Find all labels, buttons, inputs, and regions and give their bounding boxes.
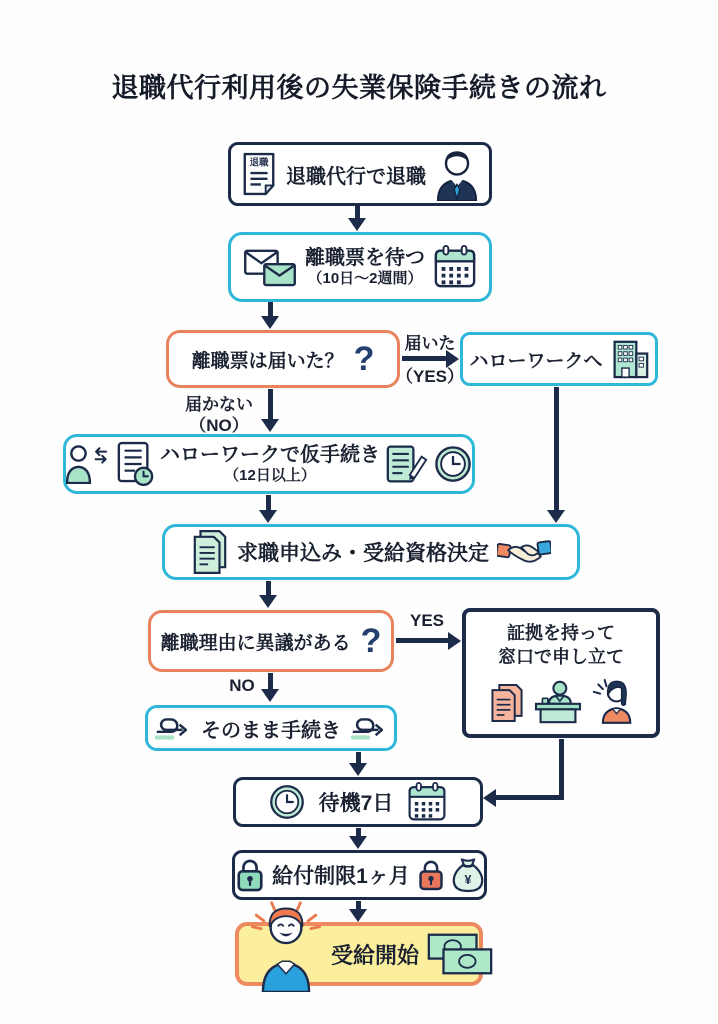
arrowhead-restriction-to-start: [349, 909, 367, 922]
node-wait-slip-sublabel: （10日〜2週間）: [307, 270, 423, 287]
svg-text:¥: ¥: [464, 872, 472, 887]
node-resign-label: 退職代行で退職: [286, 165, 426, 188]
node-temp-proc-sublabel: （12日以上）: [224, 467, 316, 484]
question-mark: ?: [353, 340, 375, 378]
node-wait-slip: [228, 232, 492, 302]
node-start: [235, 922, 483, 986]
clock-icon: [269, 784, 305, 820]
node-temp-proc-label: ハローワークで仮手続き: [160, 444, 380, 466]
arrowhead-resign-to-waitslip: [348, 218, 366, 231]
edge-label-arrived-yes-1: 届いた: [404, 334, 456, 353]
arrowhead-waitslip-to-qarrived: [261, 316, 279, 329]
arrow-qobjection-yes: [396, 638, 448, 643]
node-as-is-label: そのまま手続き: [201, 719, 341, 742]
node-as-is: [145, 705, 397, 751]
arrow-qarrived-yes: [402, 356, 446, 361]
clock-icon: [434, 445, 472, 483]
speaking-woman-icon: [591, 676, 633, 724]
edge-label-arrived-yes-2: （YES）: [395, 367, 465, 386]
edge-label-objection-no: NO: [229, 676, 255, 695]
documents-icon: [191, 529, 229, 575]
question-mark: ?: [360, 622, 382, 660]
resignation-letter-icon: [240, 150, 278, 198]
arrow-tempproc-to-apply: [266, 495, 271, 511]
arrowhead-apply-to-qobjection: [259, 595, 277, 608]
node-wait7: [233, 777, 483, 827]
counter-desk-icon: [534, 680, 582, 724]
arrowhead-qobjection-no: [261, 689, 279, 702]
node-apply: [162, 524, 580, 580]
node-restriction-label: 給付制限1ヶ月: [272, 865, 410, 888]
calendar-icon: [407, 781, 447, 823]
node-apply-label: 求職申込み・受給資格決定: [237, 542, 489, 565]
arrow-qarrived-no: [268, 389, 273, 420]
node-wait7-label: 待機7日: [318, 792, 394, 815]
arrow-waitslip-to-qarrived: [268, 301, 273, 317]
handshake-icon: [497, 534, 551, 570]
node-evidence: [462, 608, 660, 738]
node-temp-proc: [63, 434, 475, 494]
arrowhead-wait7-to-restriction: [349, 836, 367, 849]
edge-label-arrived-no-1: 届かない: [185, 395, 253, 414]
node-q-arrived-label: 離職票は届いた？: [191, 350, 344, 372]
green-lock-icon: [235, 857, 265, 893]
page-title: 退職代行利用後の失業保険手続きの流れ: [111, 73, 607, 103]
envelopes-icon: [243, 247, 297, 287]
node-restriction: [232, 850, 487, 900]
arrowhead-qarrived-no: [261, 419, 279, 432]
document-pencil-icon: [386, 442, 428, 486]
arrowhead-tempproc-to-apply: [259, 510, 277, 523]
arrow-evidence-down: [559, 739, 564, 798]
node-q-arrived: [166, 330, 400, 388]
node-q-objection: [148, 610, 394, 672]
edge-label-objection-yes: YES: [409, 611, 445, 630]
arrow-evidence-to-wait7: [496, 795, 564, 800]
arrowhead-asis-to-wait7: [349, 763, 367, 776]
node-wait-slip-label: 離職票を待つ: [305, 247, 425, 269]
evidence-documents-icon: [489, 682, 525, 724]
person-exchange-icon: [66, 444, 110, 484]
route-arrow-icon: [153, 713, 193, 743]
node-evidence-label-2: 窓口で申し立て: [498, 646, 624, 667]
node-hellowork-label: ハローワークへ: [469, 350, 603, 372]
node-start-label: 受給開始: [331, 942, 420, 968]
arrow-qobjection-no: [268, 673, 273, 690]
calendar-icon: [433, 244, 477, 290]
building-icon: [611, 338, 649, 380]
arrow-apply-to-qobjection: [266, 581, 271, 596]
edge-label-arrived-no-2: （NO）: [189, 416, 249, 435]
node-q-objection-label: 離職理由に異議がある: [160, 632, 351, 654]
money-bag-icon: [452, 857, 484, 893]
arrow-hellowork-to-apply: [554, 387, 559, 511]
happy-person-icon: [247, 896, 325, 992]
svg-text:退職: 退職: [249, 157, 269, 169]
arrowhead-qobjection-yes: [448, 632, 461, 650]
businessman-icon: [434, 147, 480, 201]
node-evidence-label-1: 証拠を持って: [507, 623, 615, 644]
arrowhead-hellowork-to-apply: [547, 510, 565, 523]
arrowhead-evidence-to-wait7: [483, 789, 496, 807]
node-hellowork: [460, 332, 658, 386]
route-arrow-icon: [349, 713, 389, 743]
banknotes-icon: [427, 931, 493, 977]
red-lock-icon: [417, 858, 445, 892]
node-resign: [228, 142, 492, 206]
document-clock-icon: [116, 441, 154, 487]
